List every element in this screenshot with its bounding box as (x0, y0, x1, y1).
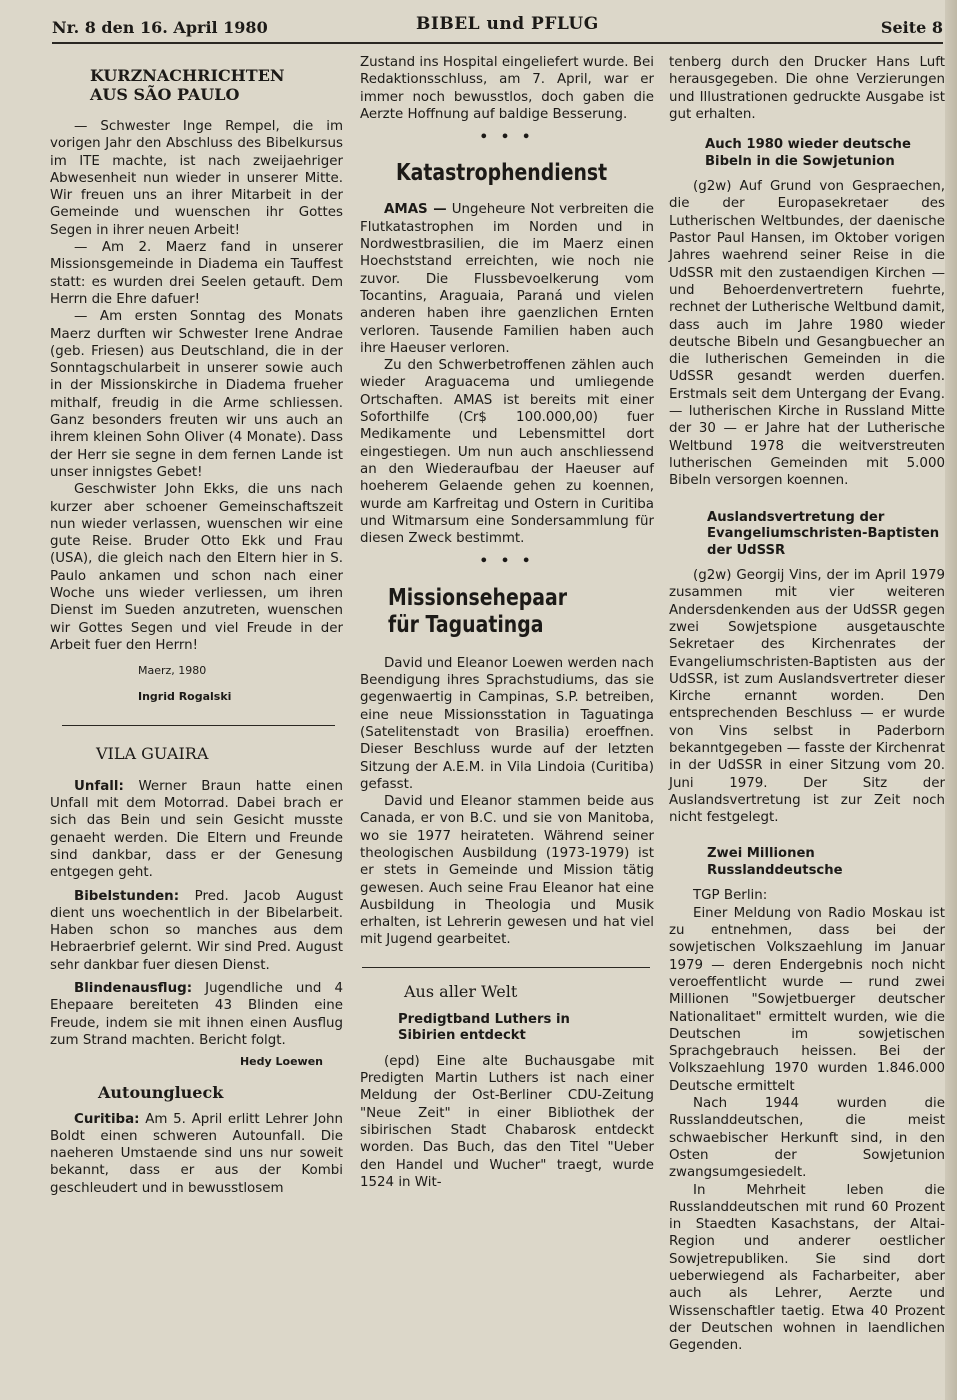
article-paragraph: Geschwister John Ekks, die uns nach kurzer aber schoener Gemeinschaftszeit nun wieder verlassen, wuenschen wir eine gute Reise. Bruder Otto Ekk und Frau (USA), die gleich nach den Eltern hier in S. Paulo ankamen und schon nach einer Woche uns wieder verliessen, um ihren Dienst im Sueden anzutreten, wuenschen wir Gottes Segen und viel Freude in der Arbeit fuer den Herrn! (50, 482, 343, 653)
column-1 (50, 54, 343, 1197)
page-number: Seite 8 (880, 18, 943, 37)
article-paragraph: Zustand ins Hospital eingeliefert wurde. Bei Redaktionsschluss, am 7. April, war er immer noch bewusstlos, doch gaben die Aerzte Hoffnung auf baldige Besserung. (360, 55, 654, 122)
subheadline-predigtband: Predigtband Luthers in Sibirien entdeckt (398, 1011, 570, 1044)
issue-date: Nr. 8 den 16. April 1980 (52, 18, 268, 37)
article-date: Maerz, 1980 (138, 664, 207, 678)
headline-missionsehepaar: Missionsehepaar für Taguatinga (388, 584, 568, 638)
article-paragraph: Unfall: Werner Braun hatte einen Unfall mit dem Motorrad. Dabei brach er sich das Bein und sein Gesicht musste genaeht werden. Die Eltern und Freunde sind dankbar, dass er der Genesung entgegen geht. (50, 778, 343, 881)
article-paragraph: Einer Meldung von Radio Moskau ist zu entnehmen, dass bei der sowjetischen Volkszaehlung im Januar 1979 — deren Endergebnis noch nicht veroeffentlicht wurde — rund zwei Millionen "Sowjetbuerger deutscher Nationalitaet" ermittelt wurden, wie die Deutschen im sowjetischen Sprachgebrauch heissen. Bei der Volkszaehlung 1970 wurden 1.846.000 Deutsche ermittelt (669, 905, 945, 1094)
author-signature: Ingrid Rogalski (138, 689, 232, 703)
article-paragraph: — Am 2. Maerz fand in unserer Missionsgemeinde in Diadema ein Tauffest statt: es wurden drei Seelen getauft. Dem Herrn die Ehre dafuer! (50, 240, 343, 307)
separator-dots: • • • (479, 130, 535, 146)
subheadline-bibeln: Auch 1980 wieder deutsche Bibeln in die Sowjetunion (705, 137, 911, 169)
article-paragraph: David und Eleanor stammen beide aus Canada, er von B.C. und sie von Manitoba, wo sie 1977 heirateten. Während seiner theologischen Ausbildung (1973-1979) ist er stets in Gemeinde und Mission tätig gewesen. Auch seine Frau Eleanor hat eine Ausbildung in Theologia und Musik erhalten, ist Lehrerin gewesen und hat viel mit Jugend gearbeitet. (360, 794, 654, 948)
subheadline-russlanddeutsche: Zwei Millionen Russlanddeutsche (707, 846, 843, 878)
column-2 (360, 54, 654, 1191)
article-paragraph: (epd) Eine alte Buchausgabe mit Predigten Martin Luthers ist nach einer Meldung der Ost-Berliner CDU-Zeitung "Neue Zeit" in einer Bibliothek der sibirischen Stadt Chabarosk entdeckt worden. Das Buch, das den Titel "Ueber den Handel und Wucher" traegt, wurde 1524 in Wit- (360, 1053, 654, 1190)
article-paragraph: TGP Berlin: (693, 888, 768, 904)
article-paragraph: AMAS — Ungeheure Not verbreiten die Flutkatastrophen im Norden und in Nordwestbrasilien, die im Maerz einen Hoechststand erreichten, wie noch nie zuvor. Die Flussbevoelkerung vom Tocantins, Araguaia, Paraná und vielen anderen haben ihre gaenzlichen Ernten verloren. Tausende Familien haben auch ihre Haeuser verloren. (360, 202, 654, 356)
headline-kurznachrichten: KURZNACHRICHTEN AUS SÃO PAULO (90, 66, 285, 104)
headline-katastrophendienst: Katastrophendienst (396, 160, 608, 187)
article-paragraph: Curitiba: Am 5. April erlitt Lehrer John Boldt einen schweren Autounfall. Die naeheren Umstaende sind uns nur soweit bekannt, dass er aus der Kombi geschleudert und in bewusstlosem (50, 1111, 343, 1196)
article-paragraph: Blindenausflug: Jugendliche und 4 Ehepaare bereiteten 43 Blinden eine Freude, indem sie mit ihnen einen Ausflug zum Strand machten. Bericht folgt. (50, 981, 343, 1048)
article-paragraph: (g2w) Georgij Vins, der im April 1979 zusammen mit vier weiteren Andersdenkenden aus der UdSSR gegen zwei Sowjetspione ausgetauschte Sekretaer des Kirchenrates der Evangeliumschristen-Baptisten aus der UdSSR, ist zum Auslandsvertreter dieser Kirche ernannt worden. Den entsprechenden Beschluss — er wurde von Vins selbst in Paderborn bekanntgegeben — fasste der Kirchenrat in der UdSSR in einer Sitzung vom 20. Juni 1979. Der Sitz der Auslandsvertretung ist zur Zeit noch nicht festgelegt. (669, 568, 945, 826)
article-paragraph: Bibelstunden: Pred. Jacob August dient uns woechentlich in der Bibelarbeit. Haben schon so manches aus dem Hebraerbrief gelernt. Wir sind Pred. August sehr dankbar fuer diesen Dienst. (50, 888, 343, 973)
article-paragraph: Nach 1944 wurden die Russlanddeutschen, die meist schwaebischer Herkunft sind, in den Osten der Sowjetunion zwangsumgesiedelt. (669, 1096, 945, 1181)
article-paragraph: In Mehrheit leben die Russlanddeutschen mit rund 60 Prozent in Staedten Kasachstans, der Altai-Region und anderer oestlicher Sowjetrepubliken. Sie sind dort ueberwiegend als Facharbeiter, aber auch als Lehrer, Aerzte und Wissenschaftler taetig. Etwa 40 Prozent der Deutschen wohnen in laendlichen Gegenden. (669, 1182, 945, 1354)
separator-dots: • • • (479, 554, 535, 570)
author-signature: Hedy Loewen (239, 1055, 323, 1069)
article-paragraph: Zu den Schwerbetroffenen zählen auch wieder Araguacema und umliegende Ortschaften. AMAS ist bereits mit einer Soforthilfe (Cr$ 100.000,00) fuer Medikamente und Lebensmittel dort eingestiegen. Um nun auch anschliessend an den Wiederaufbau der Haeuser auf hoeherem Gelaende gehen zu koennen, wurde am Karfreitag und Ostern in Curitiba und Witmarsum eine Sondersammlung für diesen Zweck bestimmt. (360, 358, 654, 547)
subheadline-auslandsvertretung: Auslandsvertretung der Evangeliumschristen-Baptisten der UdSSR (707, 509, 940, 558)
headline-aus-aller-welt: Aus aller Welt (404, 981, 518, 1001)
article-paragraph: — Schwester Inge Rempel, die im vorigen Jahr den Abschluss des Bibelkursus im ITE machte, ist nach zweijaehriger Abwesenheit nun wieder in unserer Mitte. Wir freuen uns an ihrer Mitarbeit in der Gemeinde und wuenschen ihr Gottes Segen in ihrer neuen Arbeit! (50, 119, 343, 238)
headline-vila-guaira: VILA GUAIRA (96, 743, 209, 763)
article-paragraph: (g2w) Auf Grund von Gespraechen, die der Europasekretaer des Lutherischen Weltbundes, der daenische Pastor Paul Hansen, im Oktober vorigen Jahres waehrend seiner Reise in die UdSSR mit den zustaendigen Kirchen — und Behoerdenvertretern fuehrte, rechnet der Lutherische Weltbund damit, dass auch im Jahre 1980 wieder deutsche Bibeln und Gesangbuecher an die lutherischen Gemeinden in die UdSSR gesandt werden duerfen. Erstmals seit dem Untergang der Evang. — lutherischen Kirche in Russland Mitte der 30 — er Jahre hat der Lutherische Weltbund 1978 die weitverstreuten lutherischen Gemeinden mit 5.000 Bibeln versorgen koennen. (669, 179, 945, 489)
column-3 (669, 54, 945, 1355)
masthead: BIBEL und PFLUG (416, 14, 599, 34)
article-paragraph: — Am ersten Sonntag des Monats Maerz durften wir Schwester Irene Andrae (geb. Friesen) aus Deutschland, die in der Sonntagschularbeit in unserer sowie auch in der Missionskirche in Diadema frueher mithalf, freudig in die Arme schliessen. Ganz besonders freuten wir uns auch an ihrem kleinen Sohn Oliver (4 Monate). Dass der Herr sie segne in dem fernen Lande ist unser innigstes Gebet! (50, 309, 343, 480)
headline-autounglueck: Autoungluеck (98, 1082, 224, 1102)
article-paragraph: tenberg durch den Drucker Hans Luft herausgegeben. Die ohne Verzierungen und Illustrationen gedruckte Ausgabe ist gut erhalten. (669, 55, 945, 122)
page-edge-shadow (945, 0, 957, 1400)
article-paragraph: David und Eleanor Loewen werden nach Beendigung ihres Sprachstudiums, das sie gegenwaertig in Campinas, S.P. betreiben, eine neue Missionsstation in Taguatinga (Satelitenstadt von Brasilia) eroeffnen. Dieser Beschluss wurde auf der letzten Sitzung der A.E.M. in Vila Lindoia (Curitiba) gefasst. (360, 655, 654, 792)
page-header (52, 12, 943, 44)
